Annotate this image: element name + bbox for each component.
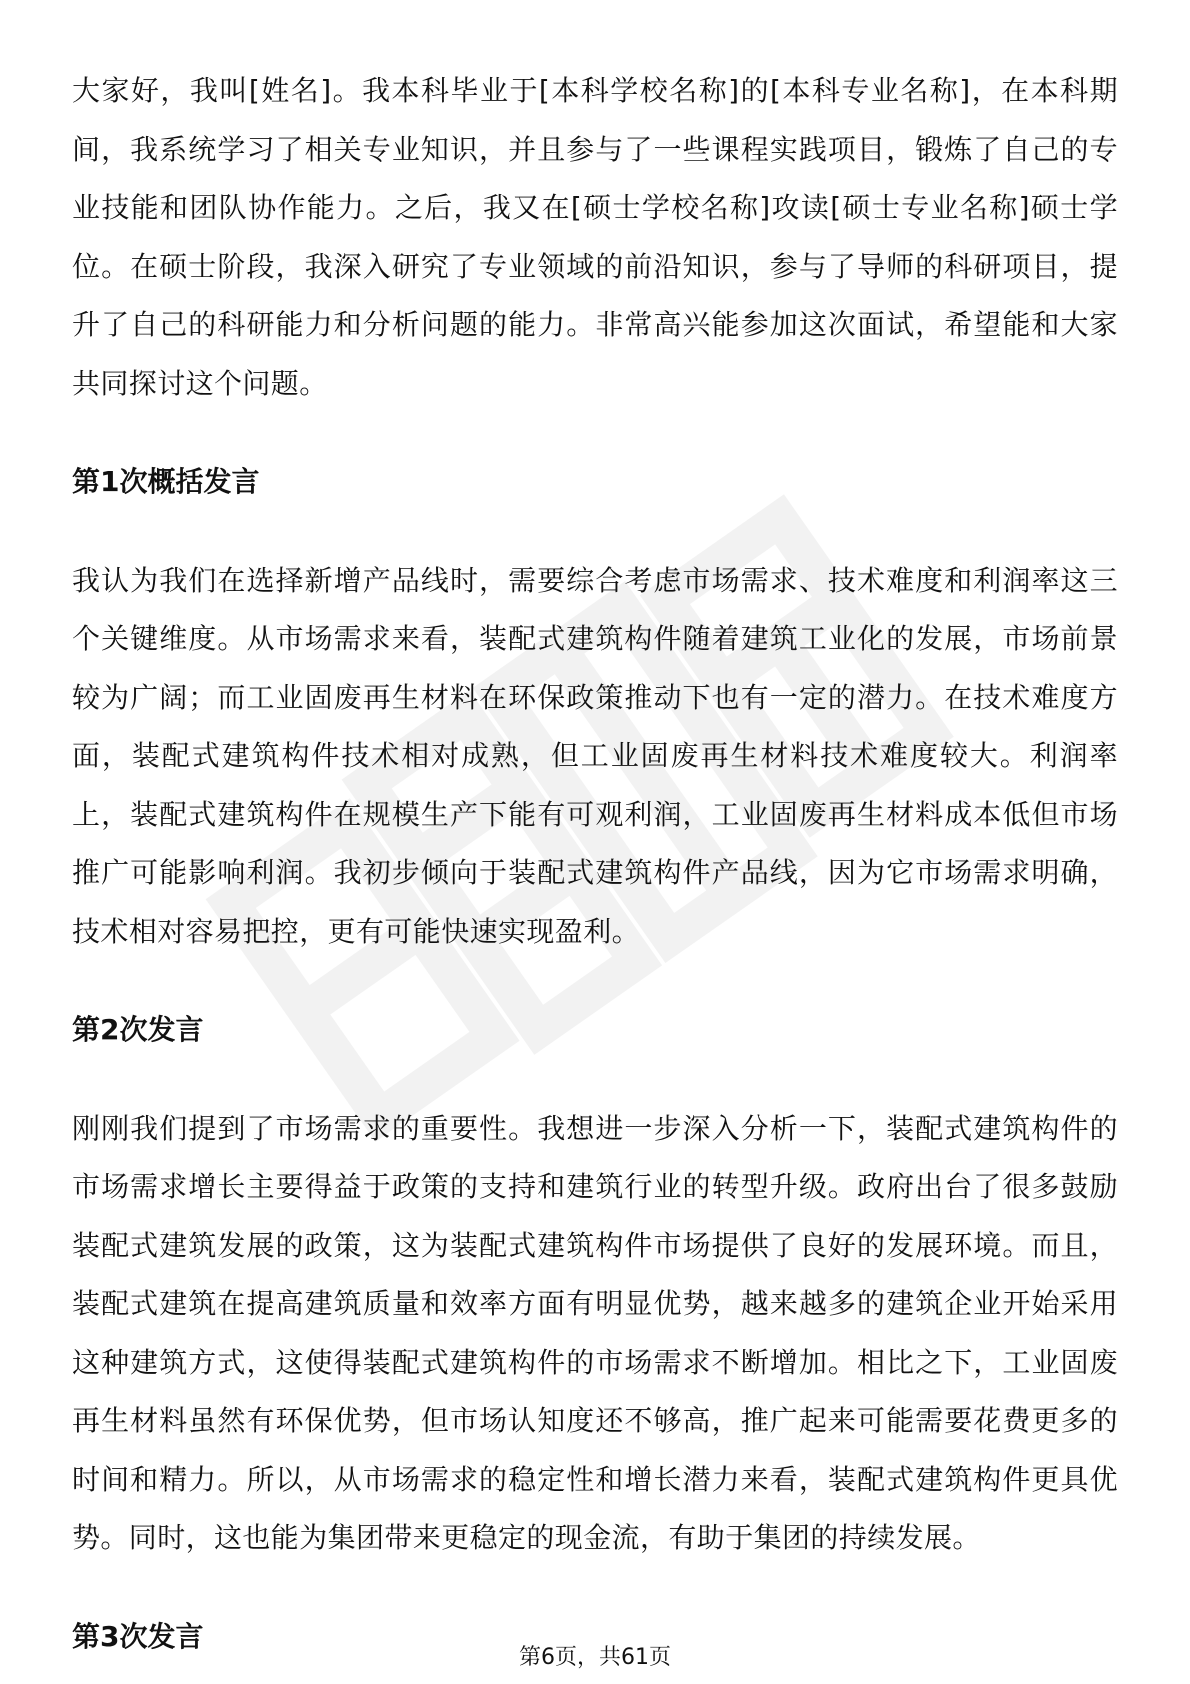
section-heading: 第1次概括发言 <box>72 465 260 498</box>
section-paragraph: 我认为我们在选择新增产品线时，需要综合考虑市场需求、技术难度和利润率这三个关键维度。从市场需求来看，装配式建筑构件随着建筑工业化的发展，市场前景较为广阔；而工业固废再生材料在环保政策推动下也有一定的潜力。在技术难度方面，装配式建筑构件技术相对成熟，但工业固废再生材料技术难度较大。利润率上，装配式建筑构件在规模生产下能有可观利润，工业固废再生材料成本低但市场推广可能影响利润。我初步倾向于装配式建筑构件产品线，因为它市场需求明确，技术相对容易把控，更有可能快速实现盈利。 <box>72 563 1118 948</box>
document-body <box>72 62 1118 1666</box>
section-heading: 第3次发言 <box>72 1619 204 1653</box>
section-paragraph: 刚刚我们提到了市场需求的重要性。我想进一步深入分析一下，装配式建筑构件的市场需求增长主要得益于政策的支持和建筑行业的转型升级。政府出台了很多鼓励装配式建筑发展的政策，这为装配式建筑构件市场提供了良好的发展环境。而且，装配式建筑在提高建筑质量和效率方面有明显优势，越来越多的建筑企业开始采用这种建筑方式，这使得装配式建筑构件的市场需求不断增加。相比之下，工业固废再生材料虽然有环保优势，但市场认知度还不够高，推广起来可能需要花费更多的时间和精力。所以，从市场需求的稳定性和增长潜力来看，装配式建筑构件更具优势。同时，这也能为集团带来更稳定的现金流，有助于集团的持续发展。 <box>72 1111 1118 1554</box>
intro-paragraph: 大家好，我叫[姓名]。我本科毕业于[本科学校名称]的[本科专业名称]，在本科期间，我系统学习了相关专业知识，并且参与了一些课程实践项目，锻炼了自己的专业技能和团队协作能力。之后，我又在[硕士学校名称]攻读[硕士专业名称]硕士学位。在硕士阶段，我深入研究了专业领域的前沿知识，参与了导师的科研项目，提升了自己的科研能力和分析问题的能力。非常高兴能参加这次面试，希望能和大家共同探讨这个问题。 <box>72 74 1118 400</box>
page-footer: 第6页，共61页 <box>519 1645 671 1670</box>
section-heading: 第2次发言 <box>72 1013 204 1046</box>
